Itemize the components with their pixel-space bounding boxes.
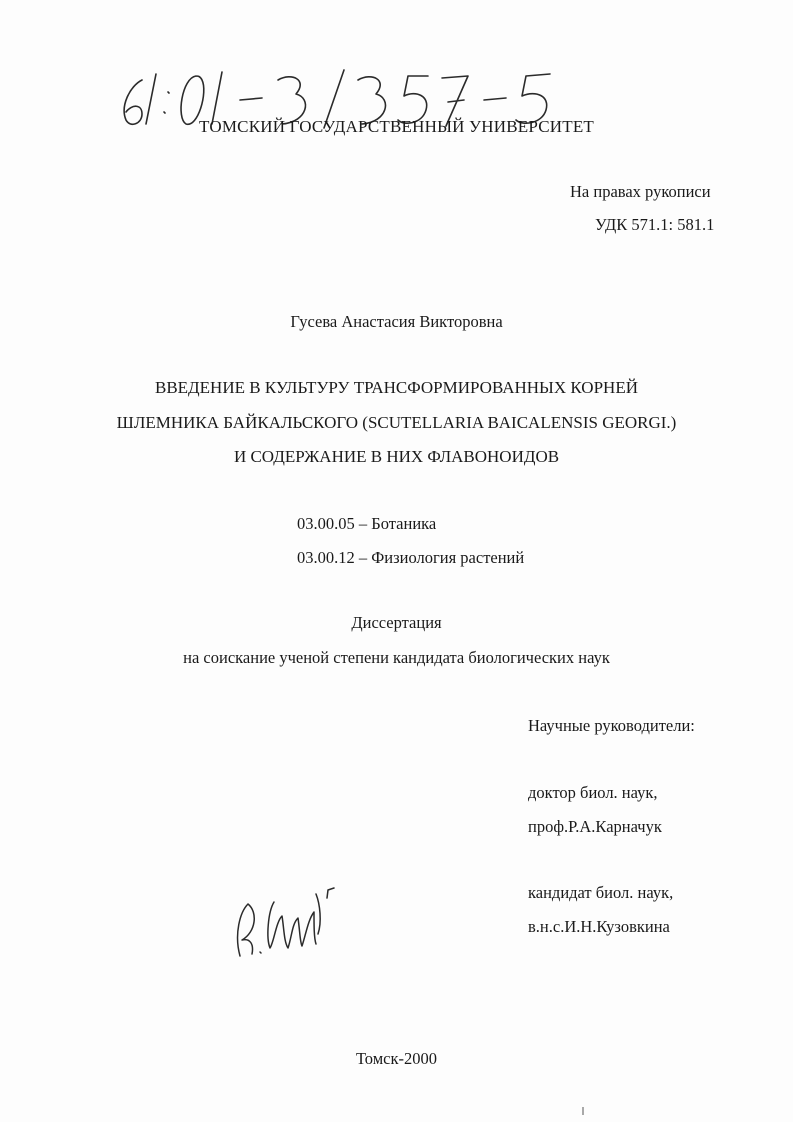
degree-statement: на соискание ученой степени кандидата биологических наук [183, 648, 610, 667]
specialty-code: 03.00.12 – Физиология растений [297, 548, 525, 567]
supervisor-degree: кандидат биол. наук, [528, 883, 674, 902]
dissertation-title-line: ШЛЕМНИКА БАЙКАЛЬСКОГО (SCUTELLARIA BAICALENSIS GEORGI.) [116, 413, 677, 432]
university-name: ТОМСКИЙ ГОСУДАРСТВЕННЫЙ УНИВЕРСИТЕТ [199, 117, 594, 136]
udk-code: УДК 571.1: 581.1 [595, 215, 715, 234]
scan-speck [580, 1107, 586, 1115]
document-type: Диссертация [351, 613, 442, 632]
supervisors-heading: Научные руководители: [528, 716, 695, 735]
supervisor-name: проф.Р.А.Карначук [528, 817, 662, 836]
manuscript-rights-label: На правах рукописи [570, 182, 711, 201]
specialty-code: 03.00.05 – Ботаника [297, 514, 437, 533]
dissertation-title-line: ВВЕДЕНИЕ В КУЛЬТУРУ ТРАНСФОРМИРОВАННЫХ КОРНЕЙ [155, 378, 638, 397]
supervisor-name: в.н.с.И.Н.Кузовкина [528, 917, 670, 936]
handwritten-signature [230, 882, 340, 962]
supervisor-degree: доктор биол. наук, [528, 783, 658, 802]
dissertation-title-line: И СОДЕРЖАНИЕ В НИХ ФЛАВОНОИДОВ [233, 447, 560, 466]
author-name: Гусева Анастасия Викторовна [290, 312, 503, 331]
city-and-year: Томск-2000 [355, 1049, 438, 1068]
